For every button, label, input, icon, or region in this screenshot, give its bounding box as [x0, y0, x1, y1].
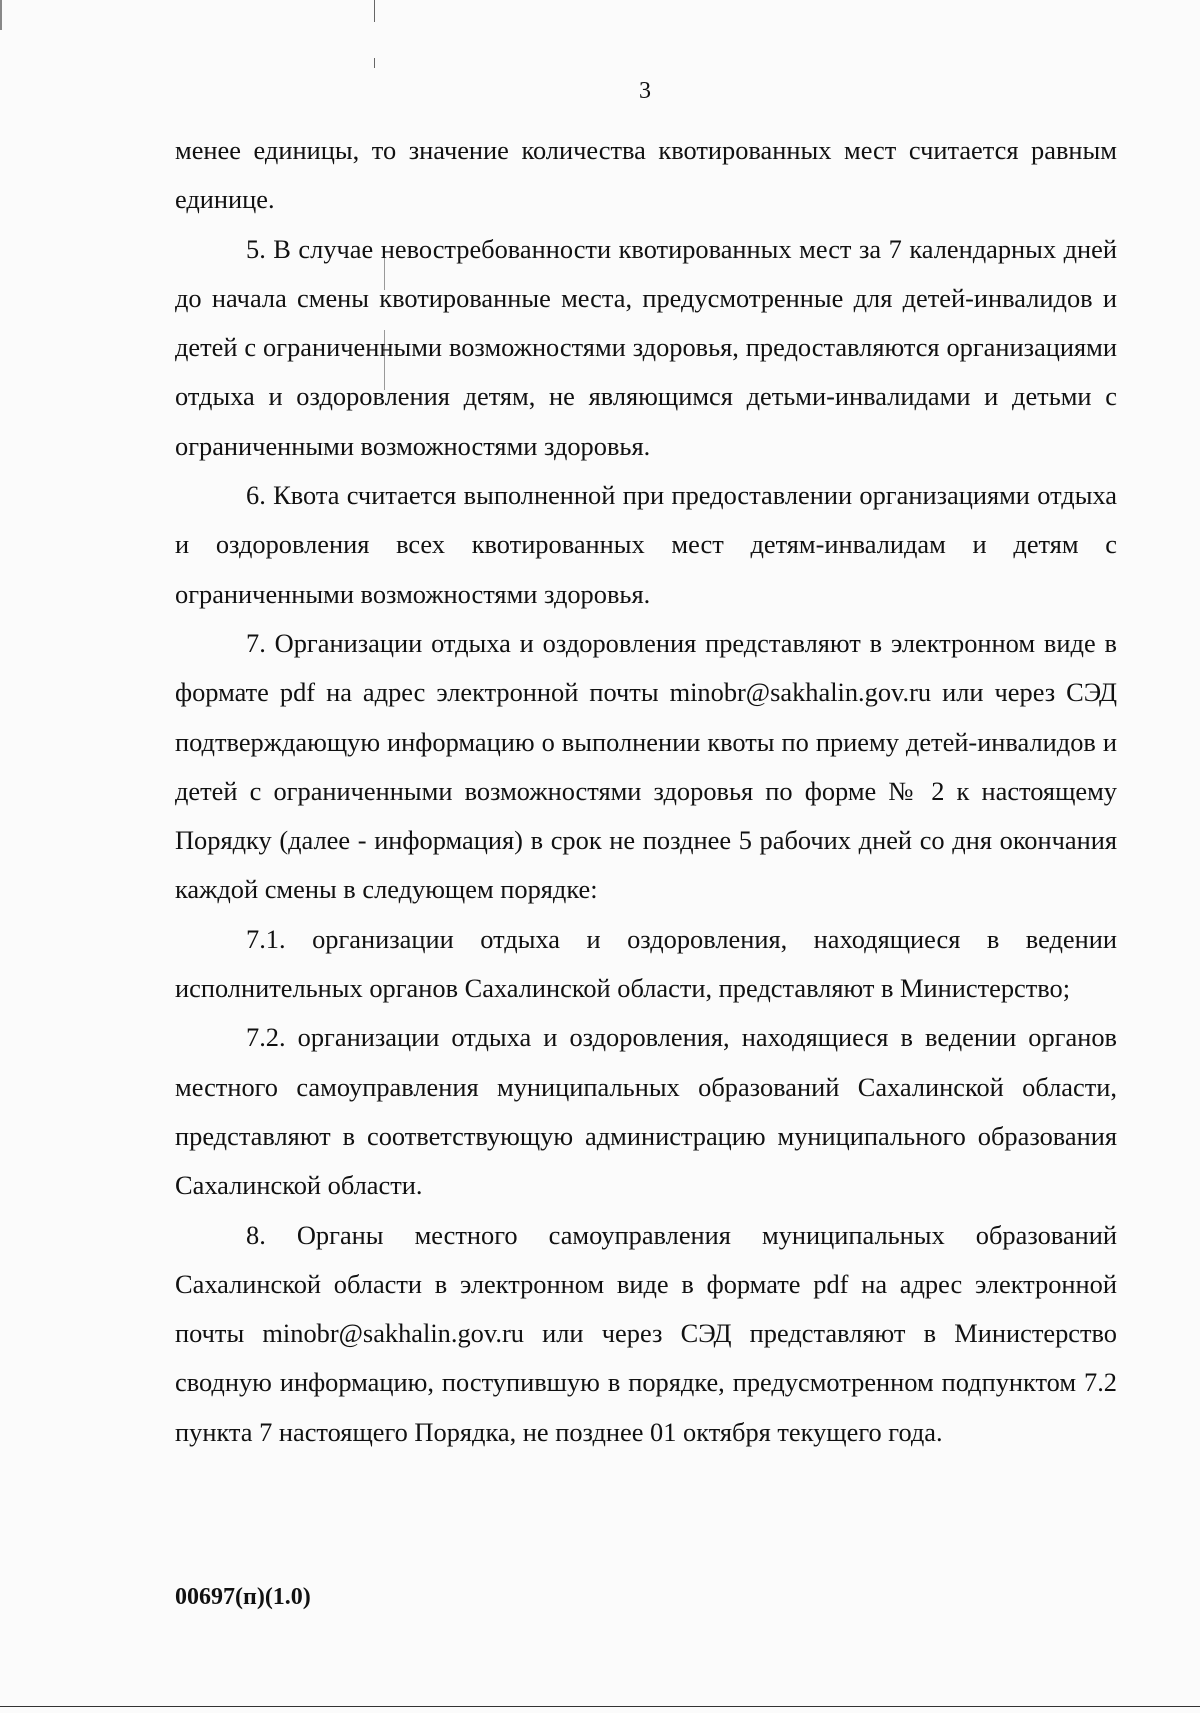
document-body [175, 126, 1117, 1457]
scan-artifact-edge [0, 0, 2, 30]
paragraph-continuation: менее единицы, то значение количества квотированных мест считается равным единице. [175, 135, 1117, 215]
paragraph-item-7: 7. Организации отдыха и оздоровления представляют в электронном виде в формате pdf на адрес электронной почты minobr@sakhalin.gov.ru или через СЭД подтверждающую информацию о выполнении квоты по приему детей-инвалидов и детей с ограниченными возможностями здоровья по форме № 2 к настоящему Порядку (далее - информация) в срок не позднее 5 рабочих дней со дня окончания каждой смены в следующем порядке: [175, 627, 1117, 905]
paragraph-item-6: 6. Квота считается выполненной при предоставлении организациями отдыха и оздоровления всех квотированных мест детям-инвалидам и детям с ограниченными возможностями здоровья. [175, 480, 1117, 609]
paragraph-item-5: 5. В случае невостребованности квотированных мест за 7 календарных дней до начала смены квотированные места, предусмотренные для детей-инвалидов и детей с ограниченными возможностями здоровья, предоставляются организациями отдыха и оздоровления детям, не являющимся детьми-инвалидами и детьми с ограниченными возможностями здоровья. [175, 233, 1117, 461]
footer-document-code: 00697(п)(1.0) [175, 1584, 311, 1610]
paragraph-item-7-1: 7.1. организации отдыха и оздоровления, находящиеся в ведении исполнительных органов Сахалинской области, представляют в Министерство; [175, 923, 1117, 1004]
paragraph-item-7-2: 7.2. организации отдыха и оздоровления, находящиеся в ведении органов местного самоуправления муниципальных образований Сахалинской области, представляют в соответствующую администрацию муниципального образования Сахалинской области. [175, 1022, 1117, 1201]
scan-artifact-line [374, 0, 375, 22]
paragraph-item-8: 8. Органы местного самоуправления муниципальных образований Сахалинской области в электронном виде в формате pdf на адрес электронной почты minobr@sakhalin.gov.ru или через СЭД представляют в Министерство сводную информацию, поступившую в порядке, предусмотренном подпунктом 7.2 пункта 7 настоящего Порядка, не позднее 01 октября текущего года. [175, 1219, 1117, 1447]
page-number: 3 [639, 78, 651, 104]
scan-artifact-edge [0, 1706, 1200, 1707]
scan-artifact-line [374, 58, 375, 68]
